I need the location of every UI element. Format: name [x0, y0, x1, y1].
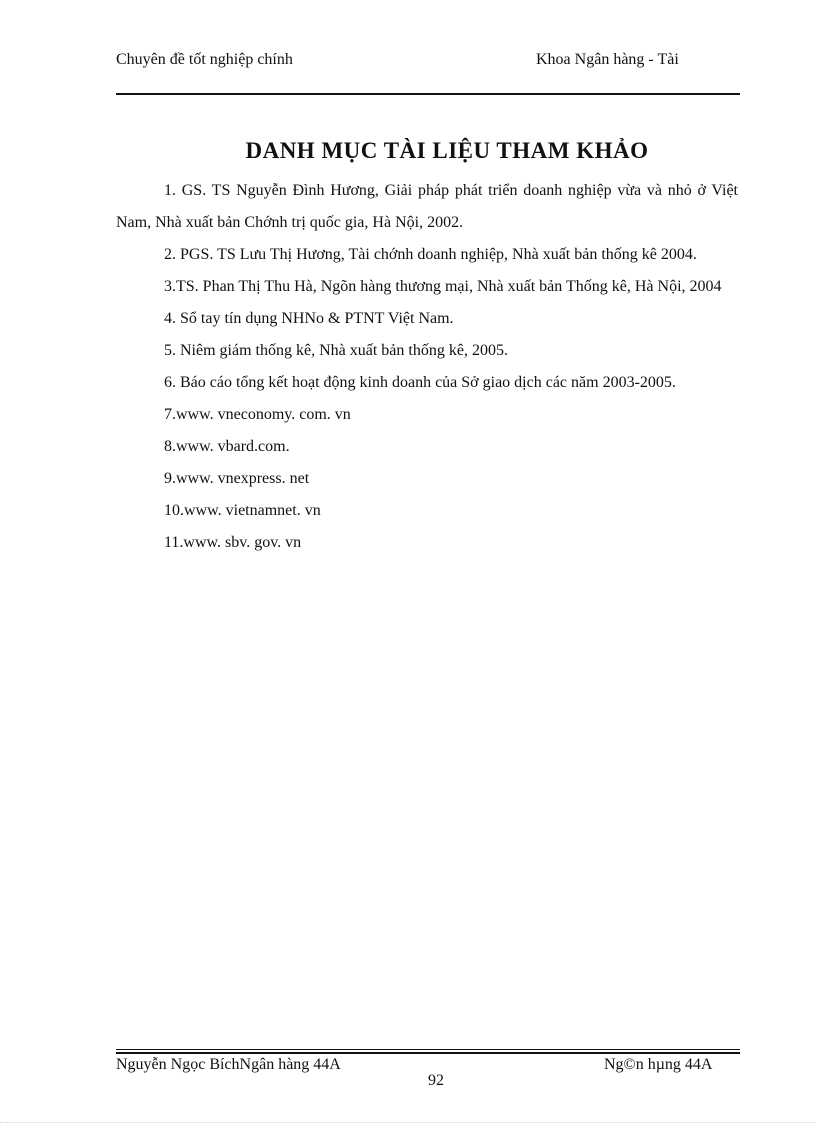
reference-list [116, 175, 738, 559]
page-title: DANH MỤC TÀI LIỆU THAM KHẢO [245, 138, 649, 163]
reference-link: 8.www. vbard.com. [164, 438, 290, 455]
reference-link: 11.www. sbv. gov. vn [164, 534, 302, 551]
footer-left-text: Nguyễn Ngọc BíchNgân hàng 44A [116, 1056, 341, 1073]
reference-item: 4. Sổ tay tín dụng NHNo & PTNT Việt Nam. [164, 310, 454, 327]
reference-link: 10.www. vietnamnet. vn [164, 502, 321, 519]
header-divider [116, 93, 740, 95]
reference-item: 5. Niêm giám thống kê, Nhà xuất bản thống kê, 2005. [164, 342, 508, 359]
reference-link: 7.www. vneconomy. com. vn [164, 406, 351, 423]
footer-divider-thin [116, 1049, 740, 1050]
reference-item: 2. PGS. TS Lưu Thị Hương, Tài chớnh doanh nghiệp, Nhà xuất bản thống kê 2004. [164, 246, 697, 263]
reference-link: 9.www. vnexpress. net [164, 470, 310, 487]
footer-right-text: Ng©n hµng 44A [604, 1056, 713, 1073]
page-number: 92 [428, 1072, 444, 1089]
footer-divider-thick [116, 1052, 740, 1054]
header-left-text: Chuyên đề tốt nghiệp chính [116, 51, 293, 68]
header-right-text: Khoa Ngân hàng - Tài [536, 51, 679, 68]
reference-item: 1. GS. TS Nguyễn Đình Hương, Giải pháp phát triển doanh nghiệp vừa và nhỏ ở Việt Nam, Nhà xuất bản Chớnh trị quốc gia, Hà Nội, 2002. [116, 182, 738, 231]
reference-item: 6. Báo cáo tổng kết hoạt động kinh doanh của Sở giao dịch các năm 2003-2005. [164, 374, 676, 391]
reference-item: 3.TS. Phan Thị Thu Hà, Ngõn hàng thương mại, Nhà xuất bản Thống kê, Hà Nội, 2004 [164, 278, 722, 295]
